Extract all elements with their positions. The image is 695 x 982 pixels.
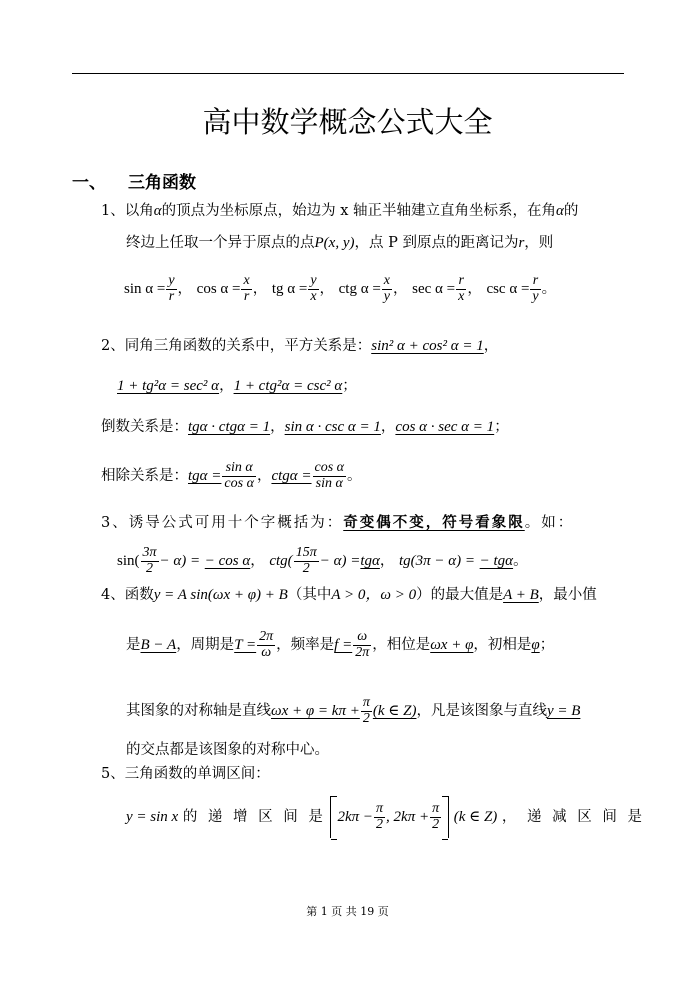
- text: 。如：: [524, 515, 575, 531]
- interval-left: 2kπ −: [337, 808, 374, 825]
- numerator: π: [432, 800, 440, 816]
- text: ；: [342, 378, 357, 394]
- answer: − cos α: [204, 553, 251, 570]
- text: 5、三角函数的单调区间：: [101, 766, 270, 782]
- text: 3、诱导公式可用十个字概括为：: [101, 515, 344, 531]
- separator: ，: [177, 281, 193, 298]
- min-value: B − A: [140, 637, 177, 654]
- text: ctg(: [269, 553, 293, 570]
- paragraph-4-line-3: [126, 696, 580, 726]
- paragraph-3-examples: [117, 546, 528, 576]
- section-heading: [72, 168, 196, 193]
- text: ，: [483, 338, 499, 354]
- denominator: r: [243, 288, 250, 304]
- denominator: x: [458, 288, 465, 304]
- numerator: cos α: [314, 460, 345, 475]
- fraction: [294, 546, 319, 576]
- symmetry-axis-domain: (k ∈ Z): [372, 703, 417, 720]
- max-value: A + B: [503, 587, 539, 603]
- answer: − tgα: [479, 553, 514, 570]
- denominator: 2: [432, 816, 440, 832]
- text: ）的最大值是: [416, 587, 504, 603]
- mnemonic: 奇变偶不变，符号看象限: [343, 515, 525, 531]
- paragraph-2-line-2: [117, 379, 357, 394]
- formula-sin: y = sin x: [126, 809, 179, 825]
- section-number: 一、: [72, 173, 106, 193]
- fraction: [430, 802, 441, 832]
- text: ，点 P 到原点的距离记为: [354, 235, 519, 251]
- numerator: 3π: [142, 545, 157, 560]
- def-lhs: sec α =: [412, 281, 456, 298]
- paragraph-4-line-1: [101, 588, 597, 603]
- denominator: 2: [146, 560, 153, 576]
- formula-tg-sec: 1 + tg²α = sec² α: [117, 378, 220, 394]
- fraction: [456, 274, 466, 304]
- text: ，: [256, 468, 272, 485]
- def-lhs: cos α =: [196, 281, 241, 298]
- formula-cos-sec: cos α · sec α = 1: [395, 419, 495, 435]
- trig-definitions: [124, 274, 556, 304]
- reciprocal-relations: [101, 420, 509, 435]
- text: ，最小值: [538, 587, 597, 603]
- denominator: 2π: [355, 644, 370, 660]
- text: （其中: [287, 587, 332, 603]
- paragraph-1-line-2: [126, 236, 553, 251]
- text: 4、函数: [101, 587, 154, 603]
- domain: (k ∈ Z): [453, 809, 498, 825]
- text: − α) =: [319, 553, 361, 570]
- fraction: [313, 461, 347, 491]
- numerator: ω: [353, 630, 371, 646]
- text: ，: [270, 419, 285, 435]
- fraction: [353, 630, 371, 660]
- text: ；: [539, 637, 555, 654]
- denominator: cos α: [224, 475, 254, 491]
- paragraph-2-line-1: [101, 339, 498, 354]
- interval-bracket: [330, 796, 449, 838]
- text: 1、以角: [101, 203, 154, 219]
- section-title: 三角函数: [128, 173, 196, 193]
- separator: ，: [319, 281, 335, 298]
- paragraph-4-line-2: [126, 630, 554, 660]
- text: 的: [563, 203, 579, 219]
- formula-function: y = A sin(ωx + φ) + B: [153, 587, 288, 603]
- def-csc: [486, 273, 557, 304]
- answer: tgα: [360, 553, 380, 570]
- text: ，: [379, 553, 395, 570]
- text: ，则: [524, 235, 554, 251]
- text: 2、同角三角函数的关系中，平方关系是：: [101, 338, 372, 354]
- text: 的交点都是该图象的对称中心。: [126, 742, 329, 758]
- numerator: sin α: [222, 461, 256, 477]
- fraction: [361, 696, 372, 726]
- paragraph-3-line-1: [101, 516, 574, 531]
- text: 其图象的对称轴是直线: [126, 703, 271, 720]
- def-lhs: tg α =: [271, 281, 308, 298]
- math-alpha: α: [556, 203, 564, 219]
- def-ctg: [338, 273, 408, 304]
- text: ，周期是: [176, 637, 235, 654]
- denominator: x: [310, 288, 317, 304]
- paragraph-1-line-1: [101, 204, 578, 219]
- text: ，初相是: [473, 637, 532, 654]
- top-rule: [72, 73, 624, 74]
- text: ，相位是: [372, 637, 431, 654]
- quotient-relations: [101, 461, 362, 491]
- fraction: [257, 630, 275, 660]
- numerator: 15π: [295, 545, 317, 560]
- formula-tg-ctg: tgα · ctgα = 1: [188, 419, 271, 435]
- numerator: 2π: [259, 629, 274, 644]
- period: T =: [234, 637, 257, 654]
- separator: 。: [541, 281, 557, 298]
- text: sin(: [117, 553, 140, 570]
- fraction: [166, 274, 176, 304]
- text: ，: [380, 419, 396, 435]
- denominator: y: [532, 288, 539, 304]
- separator: ，: [393, 281, 408, 298]
- formula-sin-csc: sin α · csc α = 1: [284, 419, 381, 435]
- text: 。: [347, 468, 362, 485]
- text: 倒数关系是：: [101, 419, 188, 435]
- def-lhs: ctg α =: [338, 281, 381, 298]
- text: ，: [219, 378, 234, 394]
- formula-pythagorean: sin² α + cos² α = 1: [371, 338, 484, 354]
- text: 的 递 增 区 间 是: [182, 809, 326, 825]
- phase: ωx + φ: [430, 637, 474, 654]
- interval-right: , 2kπ +: [386, 808, 430, 825]
- denominator: 2: [362, 710, 370, 726]
- denominator: 2: [302, 560, 310, 576]
- text: 相除关系是：: [101, 468, 188, 485]
- fraction: [141, 546, 159, 576]
- denominator: y: [383, 288, 391, 304]
- numerator: π: [376, 800, 384, 816]
- math-point: P(x, y): [314, 235, 355, 251]
- formula-ctg-csc: 1 + ctg²α = csc² α: [233, 378, 343, 394]
- def-cos: [196, 273, 268, 304]
- text: ， 递 减 区 间 是: [501, 809, 645, 825]
- initial-phase: φ: [531, 637, 540, 654]
- fraction: [308, 274, 318, 304]
- paragraph-5-heading: [101, 767, 270, 782]
- def-sin: [124, 273, 193, 304]
- def-sec: [412, 273, 482, 304]
- formula-tg: tgα =: [188, 468, 222, 485]
- separator: ，: [252, 281, 268, 298]
- def-lhs: sin α =: [124, 281, 166, 298]
- text: 终边上任取一个异于原点的点: [126, 235, 315, 251]
- frequency: f =: [334, 637, 353, 654]
- numerator: π: [362, 695, 370, 710]
- denominator: r: [168, 288, 175, 304]
- def-tg: [271, 273, 335, 304]
- separator: ，: [467, 281, 482, 298]
- formula-ctg: ctgα =: [271, 468, 312, 485]
- paragraph-4-line-4: [126, 743, 329, 758]
- numerator: r: [530, 274, 540, 290]
- symmetry-axis: ωx + φ = kπ +: [271, 703, 360, 720]
- numerator: y: [168, 273, 175, 288]
- denominator: sin α: [315, 475, 343, 491]
- def-lhs: csc α =: [486, 281, 530, 298]
- numerator: x: [383, 273, 391, 288]
- line-y-b: y = B: [546, 703, 581, 720]
- text: − α) =: [159, 553, 201, 570]
- page-title: 高中数学概念公式大全: [202, 105, 493, 139]
- condition: A > 0，ω > 0: [331, 587, 417, 603]
- numerator: y: [310, 273, 317, 288]
- text: tg(3π − α) =: [398, 553, 476, 570]
- text: ，频率是: [276, 637, 335, 654]
- numerator: r: [456, 274, 466, 290]
- paragraph-5-line-1: [126, 796, 645, 838]
- math-alpha: α: [153, 203, 162, 219]
- text: ，: [250, 553, 265, 570]
- numerator: x: [243, 273, 250, 288]
- denominator: ω: [261, 644, 272, 660]
- fraction: [222, 461, 256, 491]
- denominator: 2: [376, 816, 384, 832]
- math-r: r: [518, 235, 525, 251]
- text: ；: [494, 419, 509, 435]
- text: 是: [126, 637, 141, 654]
- page-footer: 第 1 页 共 19 页: [306, 905, 389, 918]
- fraction: [374, 802, 385, 832]
- text: 。: [513, 553, 528, 570]
- fraction: [241, 274, 251, 304]
- text: ，凡是该图象与直线: [416, 703, 547, 720]
- fraction: [530, 274, 540, 304]
- text: 的顶点为坐标原点，始边为 x 轴正半轴建立直角坐标系，在角: [161, 203, 557, 219]
- fraction: [382, 274, 392, 304]
